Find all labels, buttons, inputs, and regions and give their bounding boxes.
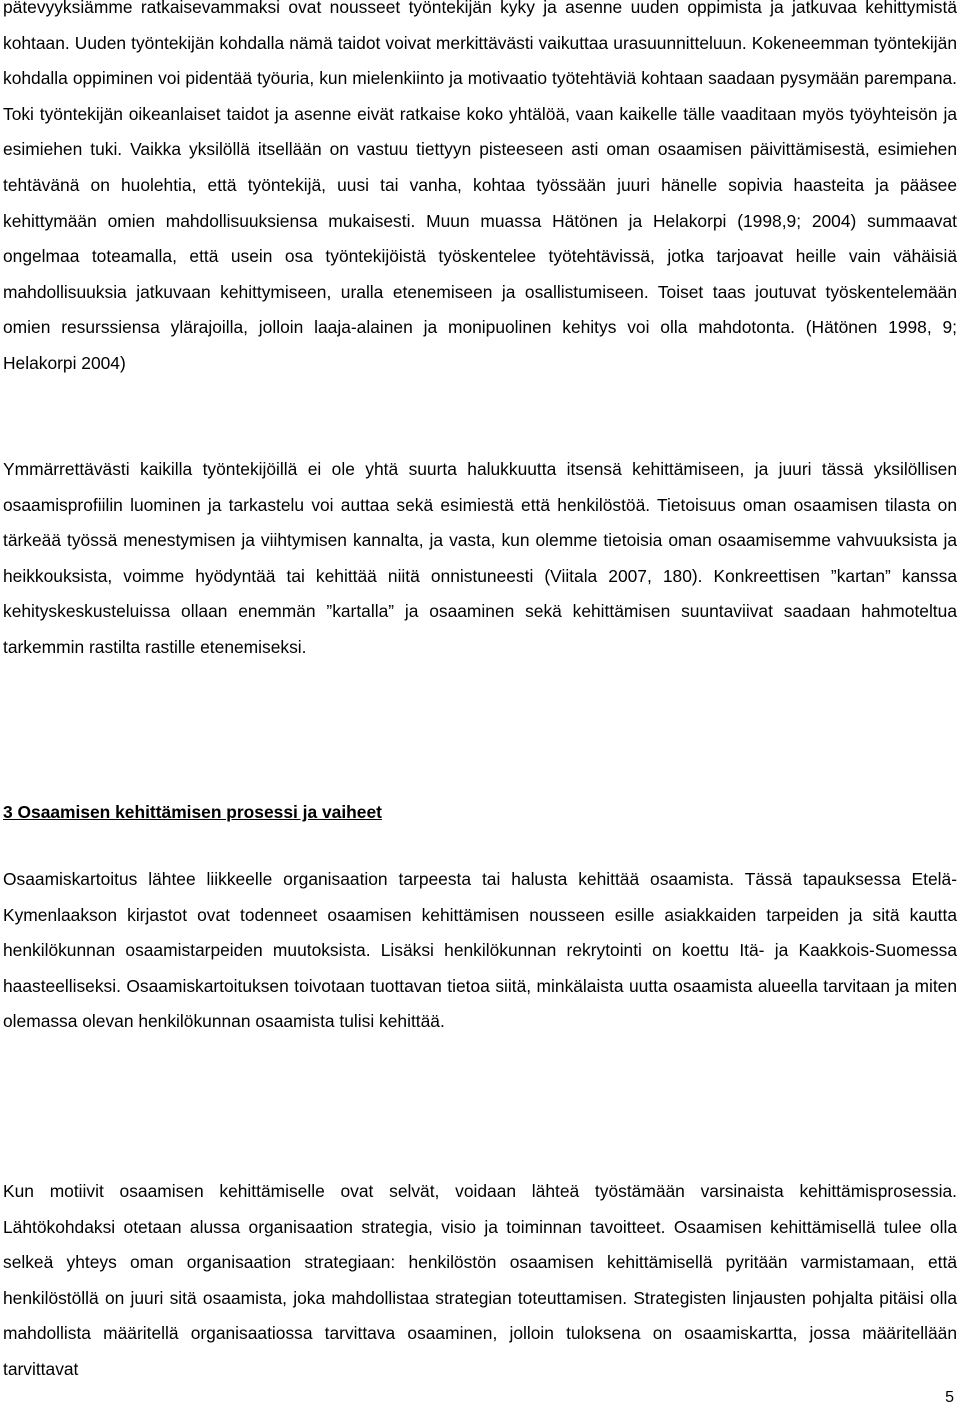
body-paragraph-1: pätevyyksiämme ratkaisevammaksi ovat nousseet työntekijän kyky ja asenne uuden oppimista ja jatkuvaa kehittymistä kohtaan. Uuden työntekijän kohdalla nämä taidot voivat merkittävästi vaikuttaa urasuunnitteluun. Kokeneemman työntekijän kohdalla oppiminen voi pidentää työuria, kun mielenkiinto ja motivaatio työtehtäviä kohtaan saadaan pysymään parempana. Toki työntekijän oikeanlaiset taidot ja asenne eivät ratkaise koko yhtälöä, vaan kaikelle tälle vaaditaan myös työyhteisön ja esimiehen tuki. Vaikka yksilöllä itsellään on vastuu tiettyyn pisteeseen asti oman osaamisen päivittämisestä, esimiehen tehtävänä on huolehtia, että työntekijä, uusi tai vanha, kohtaa työssään juuri hänelle sopivia haasteita ja pääsee kehittymään omien mahdollisuuksiensa mukaisesti. Muun muassa Hätönen ja Helakorpi (1998,9; 2004) summaavat ongelmaa toteamalla, että usein osa työntekijöistä työskentelee työtehtävissä, jotka tarjoavat heille vain vähäisiä mahdollisuuksia jatkuvaan kehittymiseen, uralla etenemiseen ja osallistumiseen. Toiset taas joutuvat työskentelemään omien resurssiensa ylärajoilla, jolloin laaja-alainen ja monipuolinen kehitys voi olla mahdotonta. (Hätönen 1998, 9; Helakorpi 2004) <box>3 0 957 373</box>
section-heading: 3 Osaamisen kehittämisen prosessi ja vaiheet <box>3 802 382 822</box>
body-paragraph-2: Ymmärrettävästi kaikilla työntekijöillä ei ole yhtä suurta halukkuutta itsensä kehittämiseen, ja juuri tässä yksilöllisen osaamisprofiilin luominen ja tarkastelu voi auttaa sekä esimiestä että henkilöstöä. Tietoisuus oman osaamisen tilasta on tärkeää työssä menestymisen ja viihtymisen kannalta, ja vasta, kun olemme tietoisia oman osaamisemme vahvuuksista ja heikkouksista, voimme hyödyntää tai kehittää niitä onnistuneesti (Viitala 2007, 180). Konkreettisen ”kartan” kanssa kehityskeskusteluissa ollaan enemmän ”kartalla” ja osaaminen sekä kehittämisen suuntaviivat saadaan hahmoteltua tarkemmin rastilta rastille etenemiseksi. <box>3 459 957 657</box>
body-paragraph-3: Osaamiskartoitus lähtee liikkeelle organisaation tarpeesta tai halusta kehittää osaamista. Tässä tapauksessa Etelä-Kymenlaakson kirjastot ovat todenneet osaamisen kehittämisen nousseen esille asiakkaiden tarpeiden ja sitä kautta henkilökunnan osaamistarpeiden muutoksista. Lisäksi henkilökunnan rekrytointi on koettu Itä- ja Kaakkois-Suomessa haasteelliseksi. Osaamiskartoituksen toivotaan tuottavan tietoa siitä, minkälaista uutta osaamista alueella tarvitaan ja miten olemassa olevan henkilökunnan osaamista tulisi kehittää. <box>3 869 957 1032</box>
page-number: 5 <box>945 1389 954 1406</box>
body-paragraph-4: Kun motiivit osaamisen kehittämiselle ovat selvät, voidaan lähteä työstämään varsinaista kehittämisprosessia. Lähtökohdaksi otetaan alussa organisaation strategia, visio ja toiminnan tavoitteet. Osaamisen kehittämisellä tulee olla selkeä yhteys oman organisaation strategiaan: henkilöstön osaamisen kehittämisellä pyritään varmistamaan, että henkilöstöllä on juuri sitä osaamista, joka mahdollistaa strategian toteuttamisen. Strategisten linjausten pohjalta pitäisi olla mahdollista määritellä organisaatiossa tarvittava osaaminen, jolloin tuloksena on osaamiskartta, jossa määritellään tarvittavat <box>3 1181 957 1379</box>
